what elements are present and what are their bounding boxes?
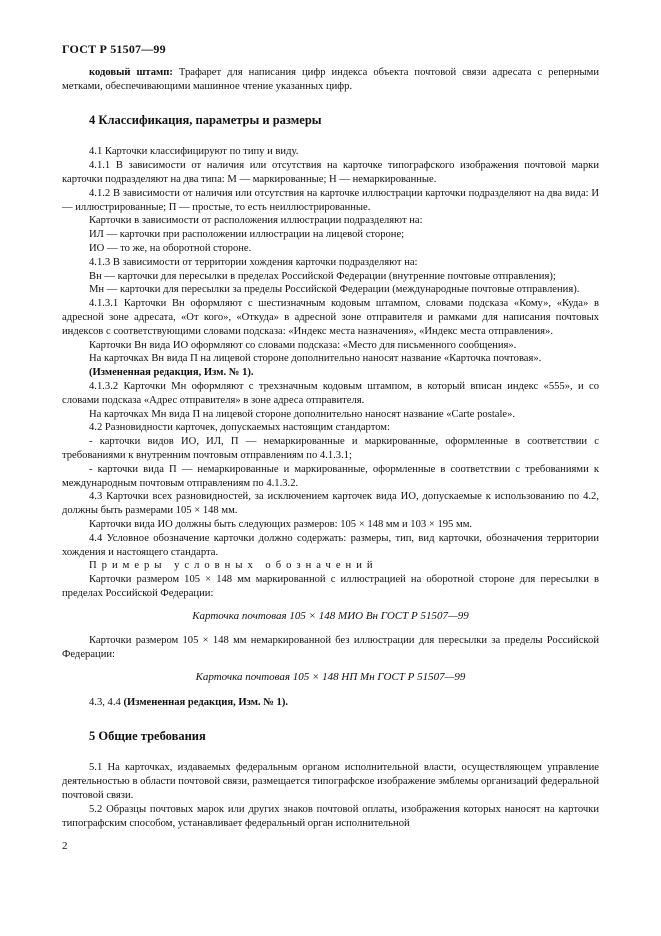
paragraph-vn: Вн — карточки для пересылки в пределах Российской Федерации (внутренние почтовые отправления); (89, 270, 556, 282)
paragraph-io-sizes: Карточки вида ИО должны быть следующих размеров: 105 × 148 мм и 103 × 195 мм. (89, 518, 473, 530)
paragraph-4-3: 4.3 Карточки всех разновидностей, за исключением карточек вида ИО, допускаемые к использованию по 4.2, должны быть размерами 105 × 148 мм. (62, 491, 599, 517)
paragraph-il: ИЛ — карточки при расположении иллюстрации на лицевой стороне; (89, 229, 405, 241)
paragraph-4-1-1: 4.1.1 В зависимости от наличия или отсутствия на карточке типографского изображения почтовой марки карточки подразделяют на два типа: М — маркированные; Н — немаркированные. (62, 160, 599, 185)
paragraph-5-2: 5.2 Образцы почтовых марок или других знаков почтовой оплаты, изображения которых наносят на карточки типографским способом, устанавливает федеральный орган исполнительной (62, 803, 599, 829)
paragraph-4-1-3-1: 4.1.3.1 Карточки Вн оформляют с шестизначным кодовым штампом, словами подсказа «Кому», «Куда» в адресной зоне адресата, «От кого», «Откуда» в адресной зоне отправителя и рамками для написания почтовых индексов с соответствующими словами подсказа: «Индекс места назначения», «Индекс места отправления». (62, 298, 599, 337)
amendment-clauses: 4.3, 4.4 (89, 696, 124, 708)
paragraph-mn: Мн — карточки для пересылки за пределы Российской Федерации (международные почтовые отправления). (89, 284, 580, 296)
paragraph-5-1: 5.1 На карточках, издаваемых федеральным органом исполнительной власти, осуществляющем управление деятельностью в области почтовой связи, размещается типографское изображение эмблемы организаций федеральной почтовой связи. (62, 762, 599, 802)
list-item-domestic: - карточки видов ИО, ИЛ, П — немаркированные и маркированные, оформленные в соответствии с требованиями к внутренним почтовым отправлениям по 4.1.3.1; (62, 436, 599, 461)
example-1-description: Карточки размером 105 × 148 мм маркированной с иллюстрацией на оборотной стороне для пересылки в пределах Российской Федерации: (62, 574, 599, 599)
list-item-international: - карточки вида П — немаркированные и маркированные, оформленные в соответствии с требованиями к международным почтовым отправлениям по 4.1.3.2. (62, 463, 599, 489)
paragraph-mn-p: На карточках Мн вида П на лицевой стороне дополнительно наносят название «Carte postale». (89, 408, 516, 420)
example-1-designation: Карточка почтовая 105 × 148 МИО Вн ГОСТ Р 51507—99 (192, 609, 469, 622)
amendment-note-2 (62, 696, 599, 710)
section-4-heading: 4 Классификация, параметры и размеры (89, 112, 322, 127)
document-body (62, 66, 599, 830)
example-2-description: Карточки размером 105 × 148 мм немаркированной без иллюстрации для пересылки за пределы Российской Федерации: (62, 635, 599, 661)
paragraph-4-1-3-2: 4.1.3.2 Карточки Мн оформляют с трехзначным кодовым штампом, в который вписан индекс «555», и со словами подсказа «Адрес отправителя» в зоне адреса отправителя. (62, 380, 599, 406)
section-5-heading: 5 Общие требования (89, 728, 206, 743)
paragraph-illustration-placement: Карточки в зависимости от расположения иллюстрации подразделяют на: (89, 215, 423, 227)
document-code-header: ГОСТ Р 51507—99 (62, 42, 166, 56)
paragraph-io: ИО — то же, на оборотной стороне. (89, 242, 252, 254)
examples-title: Примеры условных обозначений (89, 560, 378, 572)
example-2-designation: Карточка почтовая 105 × 148 НП Мн ГОСТ Р 51507—99 (195, 671, 466, 684)
paragraph-vn-io: Карточки Вн вида ИО оформляют со словами подсказа: «Место для письменного сообщения». (89, 339, 517, 351)
paragraph-4-1: 4.1 Карточки классифицируют по типу и виду. (89, 146, 299, 158)
paragraph-4-1-2: 4.1.2 В зависимости от наличия или отсутствия на карточке иллюстрации карточки подразделяют на два вида: И — иллюстрированные; П — простые, то есть неиллюстрированные. (62, 187, 599, 213)
definition-term: кодовый штамп: (89, 67, 173, 78)
paragraph-vn-p: На карточках Вн вида П на лицевой стороне дополнительно наносят название «Карточка почтовая». (89, 353, 542, 365)
paragraph-4-2: 4.2 Разновидности карточек, допускаемых настоящим стандартом: (89, 422, 390, 434)
definition-paragraph (62, 66, 599, 94)
definition-text: Трафарет для написания цифр индекса объекта почтовой связи адресата с реперными метками, обеспечивающими машинное чтение указанных цифр. (62, 67, 600, 92)
paragraph-4-4: 4.4 Условное обозначение карточки должно содержать: размеры, тип, вид карточки, обозначения территории хождения и настоящего стандарта. (62, 532, 599, 558)
amendment-note-1: (Измененная редакция, Изм. № 1). (89, 367, 254, 379)
page-number: 2 (62, 840, 68, 852)
amendment-text: (Измененная редакция, Изм. № 1). (123, 696, 288, 708)
paragraph-4-1-3: 4.1.3 В зависимости от территории хождения карточки подразделяют на: (89, 256, 418, 268)
